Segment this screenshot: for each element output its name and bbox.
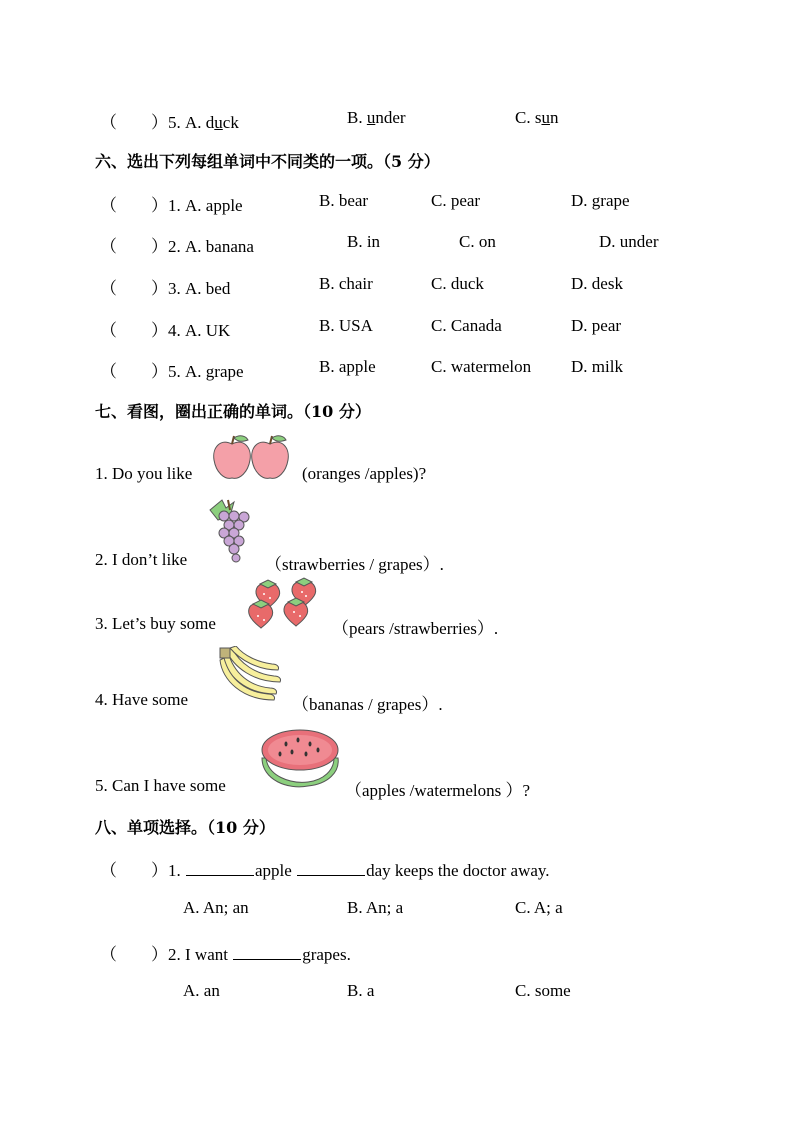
s8-q2-b: B. a	[347, 981, 375, 1000]
s6-row1-num: （ ）1. A. apple	[100, 196, 243, 215]
s6-row5-c: C. watermelon	[431, 357, 532, 376]
q5-top	[100, 108, 239, 133]
s7-item1-text: 1. Do you like	[95, 464, 193, 483]
s6-row4-b: B. USA	[319, 316, 373, 335]
s8-q2-end: grapes.	[302, 945, 351, 964]
s6-row3-num: （ ）3. A. bed	[100, 279, 231, 298]
watermelon-picture	[258, 728, 342, 792]
bananas-picture	[216, 646, 282, 704]
q5-number: （ ）5. A. d	[100, 113, 215, 132]
strawberries-picture	[248, 576, 328, 630]
q5-option-b: B. under	[347, 108, 406, 127]
s8-q1-blank2	[297, 874, 365, 876]
s7-item3-choices: （pears /strawberries）.	[332, 619, 499, 638]
s6-row2-c: C. on	[459, 232, 496, 251]
section7-title: 七、看图，圈出正确的单词。（10 分）	[95, 402, 371, 421]
s6-row3-d: D. desk	[571, 274, 623, 293]
s8-q1-a: A. An; an	[183, 898, 249, 917]
s6-row2-b: B. in	[347, 232, 381, 251]
s8-q1-number: （ ）1.	[100, 861, 181, 880]
s8-q2-blank	[233, 958, 301, 960]
q5-a-suffix: ck	[222, 113, 239, 132]
q5-a-underlined: u	[214, 113, 223, 132]
s7-item5-text: 5. Can I have some	[95, 776, 226, 795]
s6-row4-num: （ ）4. A. UK	[100, 321, 231, 340]
s8-q1-mid: apple	[255, 861, 292, 880]
section8-title: 八、单项选择。（10 分）	[95, 818, 275, 837]
grapes-picture	[204, 496, 252, 566]
s6-row1-d: D. grape	[571, 191, 630, 210]
s6-row5-d: D. milk	[571, 357, 623, 376]
s7-item4-text: 4. Have some	[95, 690, 189, 709]
s6-row2-d: D. under	[599, 232, 659, 251]
s6-row3-c: C. duck	[431, 274, 484, 293]
s8-q1-blank1	[186, 874, 254, 876]
s8-q2	[100, 940, 351, 965]
s6-row4-d: D. pear	[571, 316, 622, 335]
s6-row2-num: （ ）2. A. banana	[100, 237, 254, 256]
s7-item5-choices: （apples /watermelons ）?	[345, 781, 531, 800]
s7-item1-choices: (oranges /apples)?	[302, 464, 427, 483]
s7-item2-choices: （strawberries / grapes）.	[265, 555, 444, 574]
s7-item4-choices: （bananas / grapes）.	[292, 695, 443, 714]
s6-row1-c: C. pear	[431, 191, 481, 210]
s8-q1-end: day keeps the doctor away.	[366, 861, 550, 880]
s6-row3-b: B. chair	[319, 274, 373, 293]
s7-item2-text: 2. I don’t like	[95, 550, 188, 569]
s6-row5-num: （ ）5. A. grape	[100, 362, 244, 381]
s6-row5-b: B. apple	[319, 357, 376, 376]
s7-item3-text: 3. Let’s buy some	[95, 614, 216, 633]
s8-q1	[100, 856, 550, 881]
q5-option-c: C. sun	[515, 108, 559, 127]
s8-q2-prefix: （ ）2. I want	[100, 945, 228, 964]
s8-q1-c: C. A; a	[515, 898, 563, 917]
s8-q1-b: B. An; a	[347, 898, 404, 917]
section6-title: 六、选出下列每组单词中不同类的一项。（5 分）	[95, 152, 440, 171]
s8-q2-a: A. an	[183, 981, 220, 1000]
s8-q2-c: C. some	[515, 981, 571, 1000]
s6-row4-c: C. Canada	[431, 316, 502, 335]
s6-row1-b: B. bear	[319, 191, 369, 210]
apples-picture	[210, 434, 294, 482]
